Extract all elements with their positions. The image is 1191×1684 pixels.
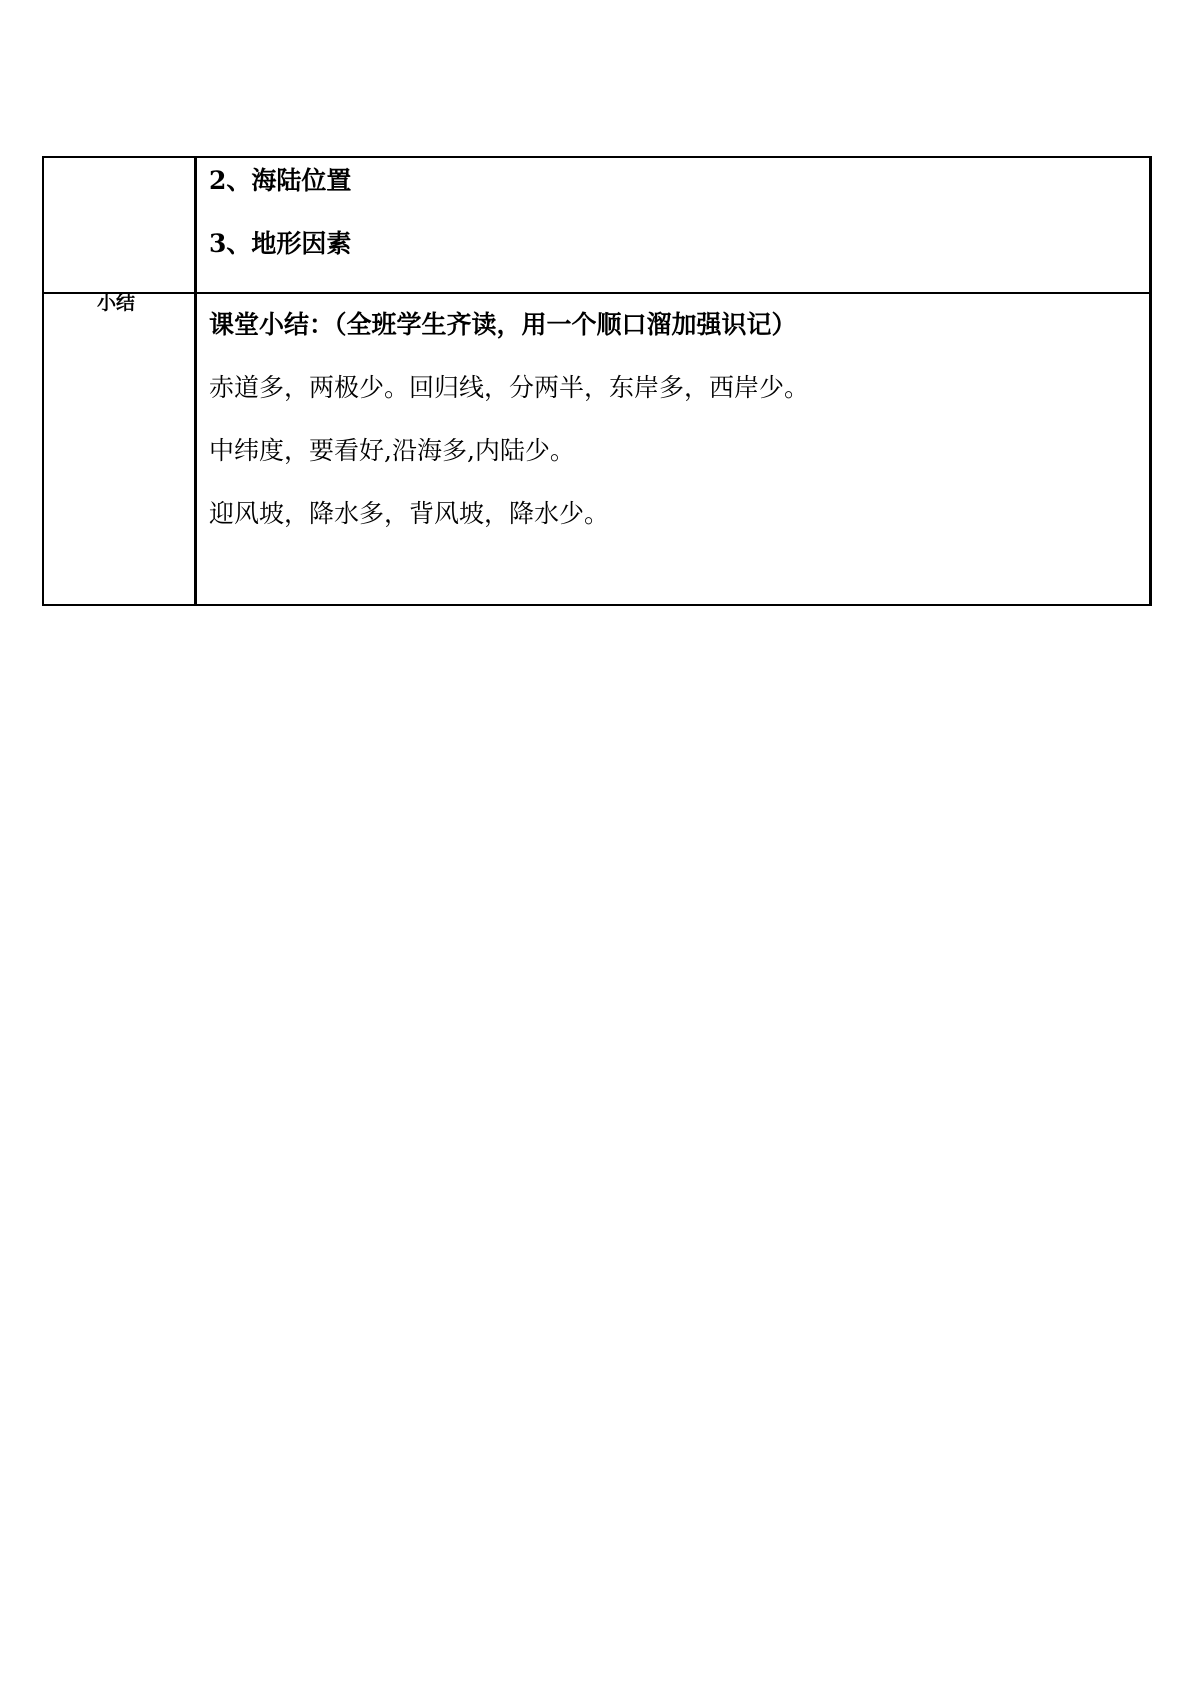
factor-terrain: 3、地形因素 <box>209 229 352 258</box>
lesson-plan-table <box>42 156 1152 606</box>
row-content-cell <box>196 157 1151 293</box>
rhyme-line-2: 中纬度，要看好,沿海多,内陆少。 <box>209 436 575 465</box>
factor-sea-land-position: 2、海陆位置 <box>209 166 352 195</box>
summary-heading: 课堂小结：（全班学生齐读，用一个顺口溜加强识记） <box>209 310 797 339</box>
rhyme-line-1: 赤道多，两极少。回归线，分两半，东岸多，西岸少。 <box>209 373 810 402</box>
summary-content-cell <box>196 293 1151 605</box>
table-row <box>43 293 1151 605</box>
table-row <box>43 157 1151 293</box>
rhyme-line-3: 迎风坡，降水多，背风坡，降水少。 <box>209 499 610 528</box>
summary-label: 小结 <box>96 292 135 314</box>
row-label-cell <box>43 157 196 293</box>
summary-label-cell <box>43 293 196 605</box>
